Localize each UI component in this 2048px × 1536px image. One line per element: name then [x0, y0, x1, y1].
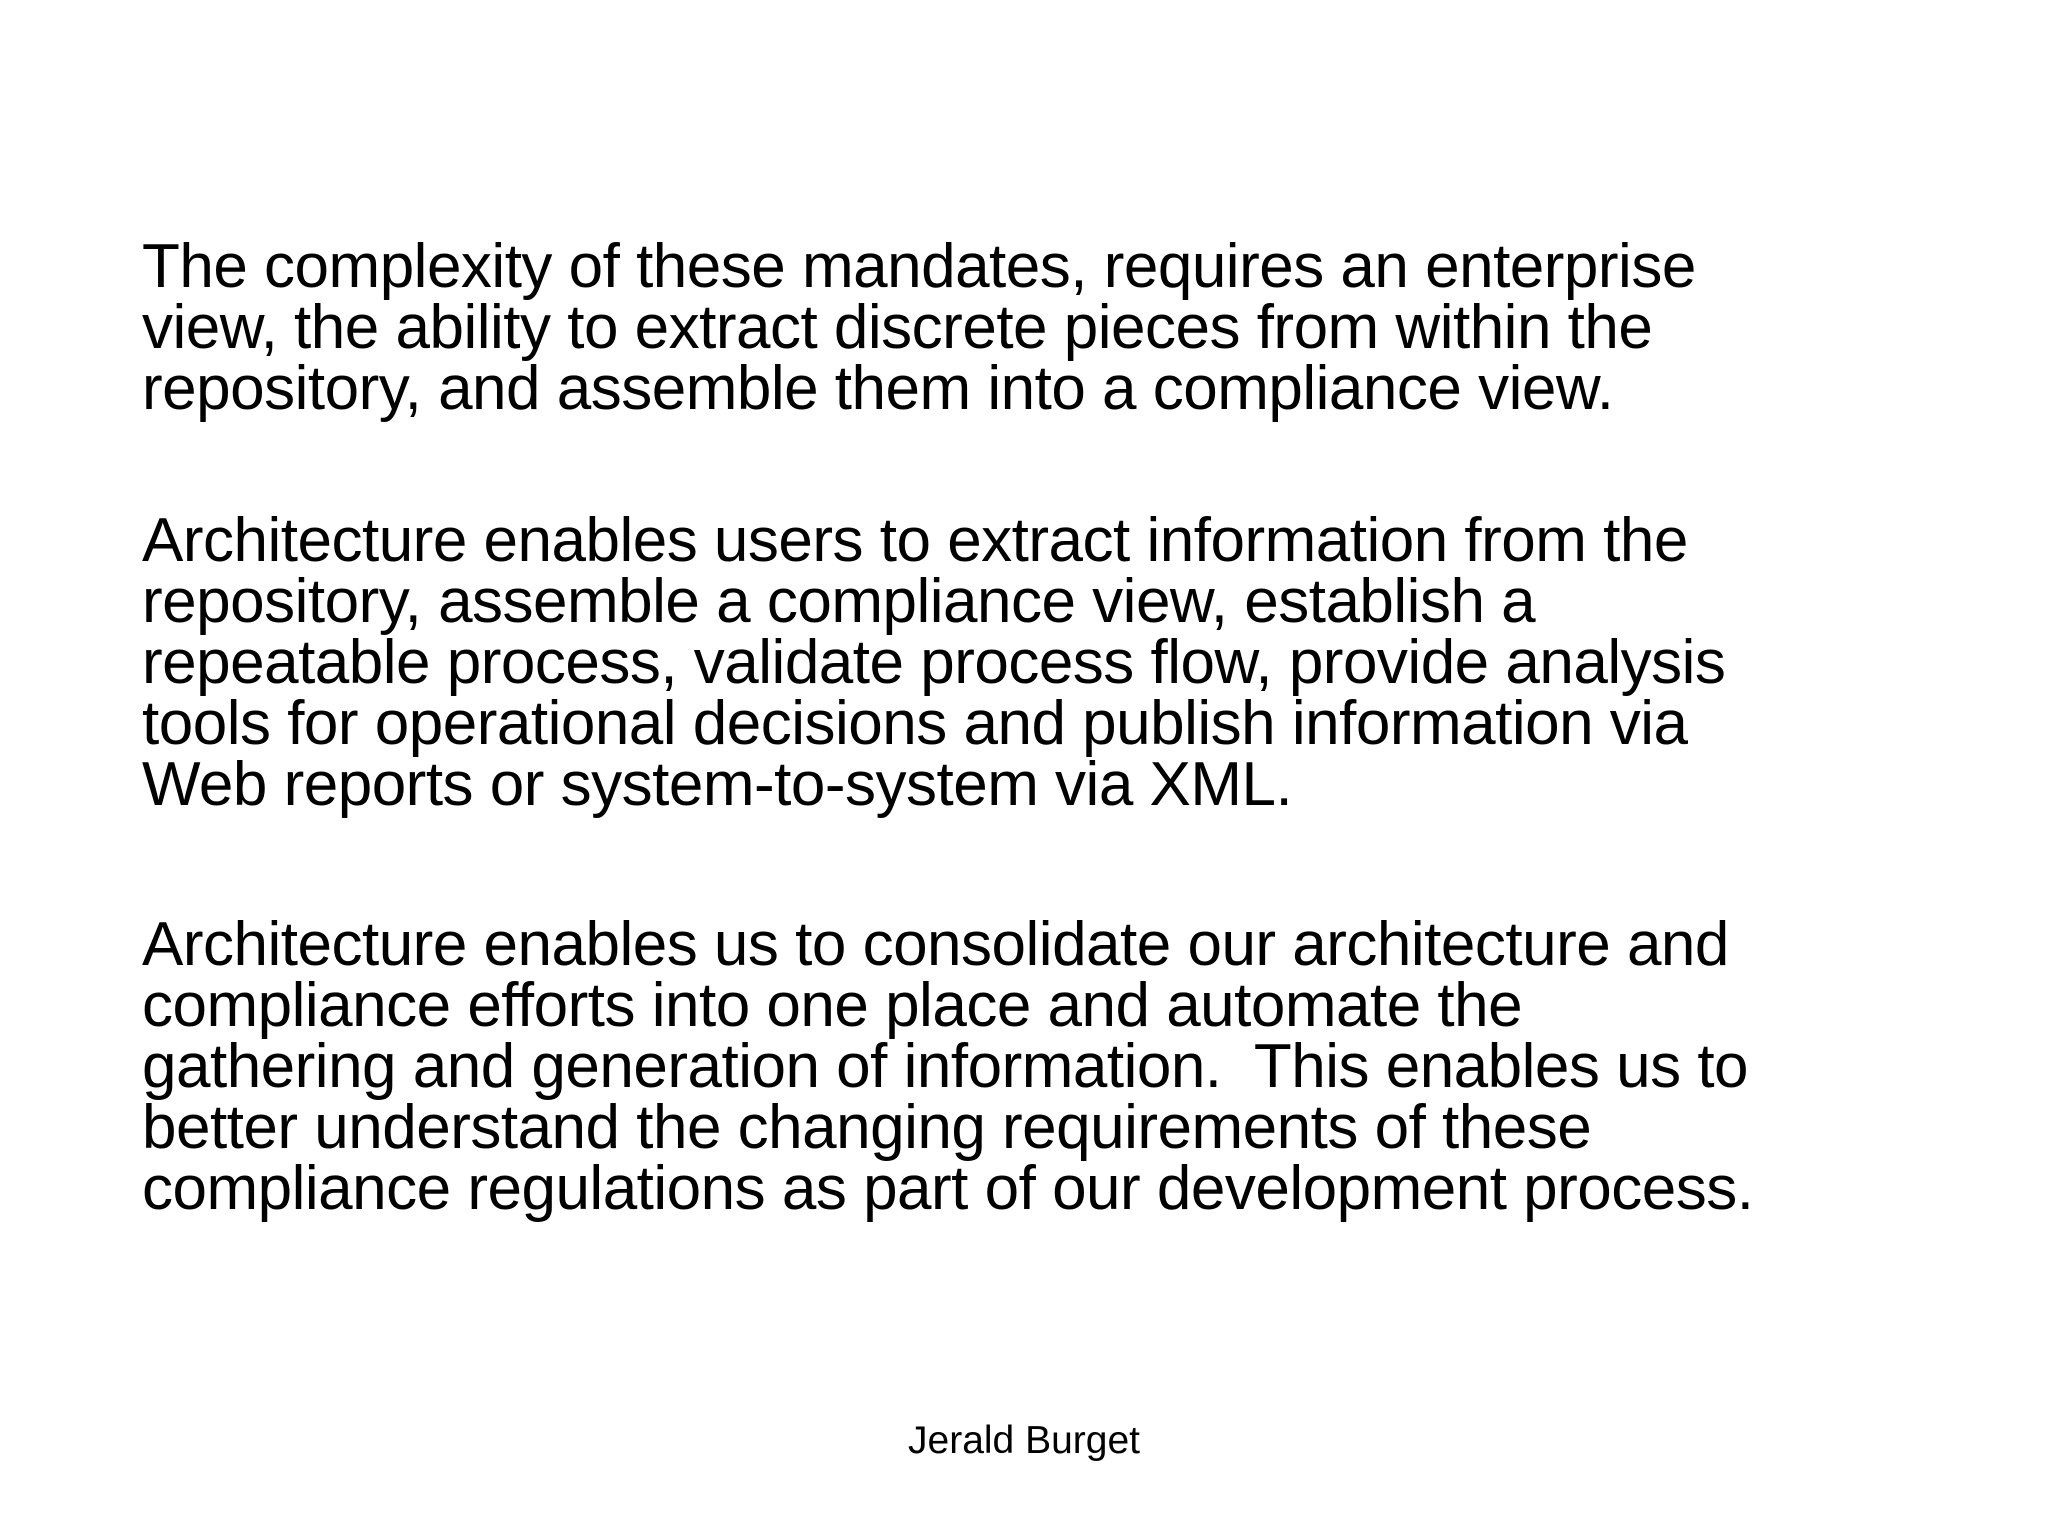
paragraph-line: better understand the changing requirements of these	[142, 1093, 1592, 1162]
paragraph-architecture-users	[142, 506, 1726, 819]
paragraph-line: Web reports or system-to-system via XML.	[142, 750, 1293, 819]
paragraph-line: repeatable process, validate process flow, provide analysis	[142, 628, 1726, 697]
paragraph-complexity	[142, 232, 1696, 423]
paragraph-line: compliance efforts into one place and automate the	[142, 971, 1523, 1040]
footer-author: Jerald Burget	[908, 1419, 1140, 1462]
paragraph-line: tools for operational decisions and publish information via	[142, 689, 1688, 758]
paragraph-line: view, the ability to extract discrete pieces from within the	[142, 293, 1653, 362]
paragraph-line: compliance regulations as part of our development process.	[142, 1154, 1754, 1223]
paragraph-line: repository, and assemble them into a compliance view.	[142, 354, 1614, 423]
paragraph-line: Architecture enables users to extract information from the	[142, 506, 1688, 575]
paragraph-line: Architecture enables us to consolidate our architecture and	[142, 910, 1729, 979]
paragraph-line: The complexity of these mandates, requires an enterprise	[142, 232, 1696, 301]
paragraph-line: gathering and generation of information. This enables us to	[142, 1032, 1749, 1101]
paragraph-architecture-consolidate	[142, 910, 1754, 1223]
paragraph-line: repository, assemble a compliance view, establish a	[142, 567, 1536, 636]
